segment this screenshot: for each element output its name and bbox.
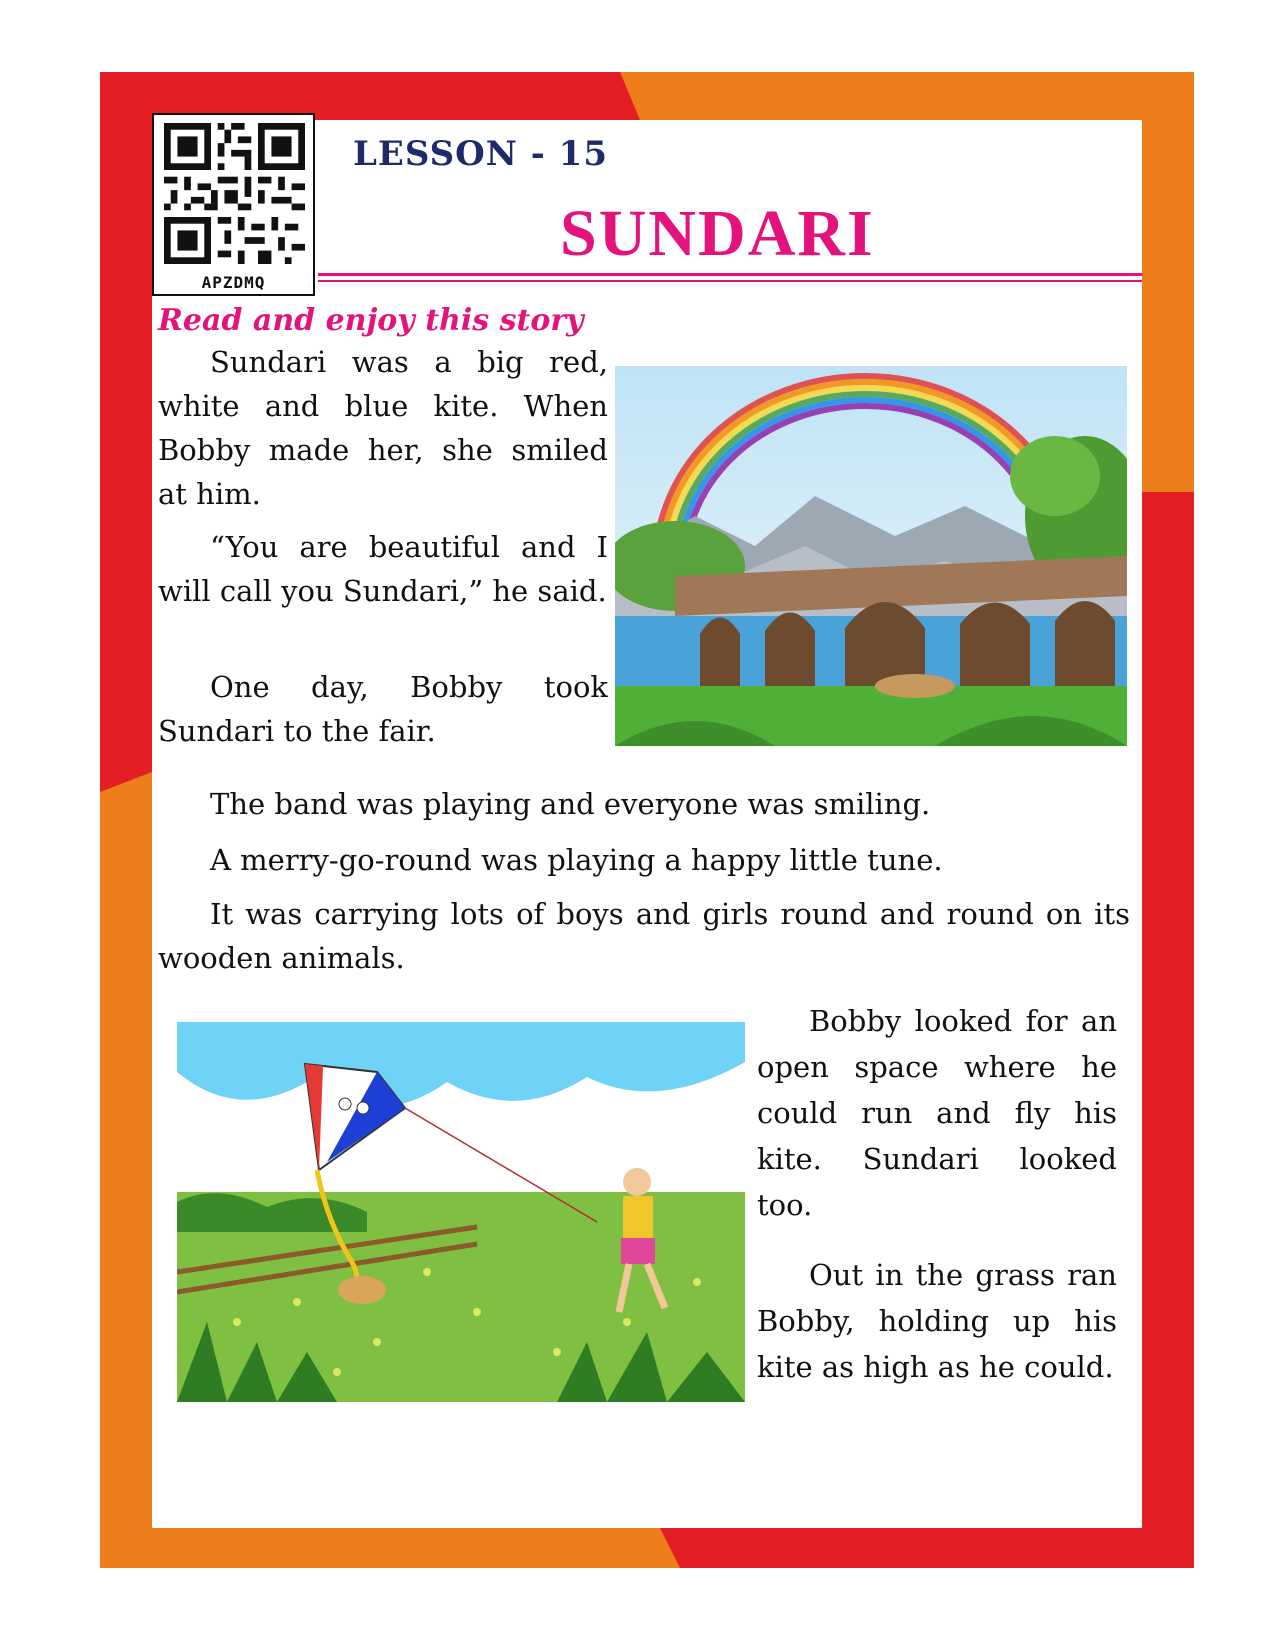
story-paragraph-4: The band was playing and everyone was smiling. xyxy=(210,787,931,821)
bridge-rainbow-illustration xyxy=(615,366,1127,746)
lesson-title: SUNDARI xyxy=(560,197,875,270)
story-paragraph-8: Out in the grass ran Bobby, holding up his kite as high as he could. xyxy=(757,1258,1117,1384)
lesson-number: LESSON - 15 xyxy=(353,134,608,174)
story-paragraph-2: “You are beautiful and I will call you Sundari,” he said. xyxy=(158,530,608,608)
story-paragraph-7: Bobby looked for an open space where he could run and fly his kite. Sundari looked too. xyxy=(757,1004,1117,1222)
story-paragraph-5: A merry-go-round was playing a happy little tune. xyxy=(210,843,943,877)
qr-code[interactable] xyxy=(152,113,315,296)
story-paragraph-1: Sundari was a big red, white and blue kite. When Bobby made her, she smiled at him. xyxy=(158,345,608,511)
section-heading: Read and enjoy this story xyxy=(158,303,584,338)
kite-field-illustration xyxy=(177,1022,745,1402)
story-paragraph-3: One day, Bobby took Sundari to the fair. xyxy=(158,670,608,748)
qr-code-label: APZDMQ xyxy=(201,273,266,292)
title-divider xyxy=(318,273,1142,276)
story-paragraph-6: It was carrying lots of boys and girls round and round on its wooden animals. xyxy=(158,897,1130,975)
qr-code-icon xyxy=(164,123,305,264)
title-divider-thin xyxy=(318,280,1142,282)
